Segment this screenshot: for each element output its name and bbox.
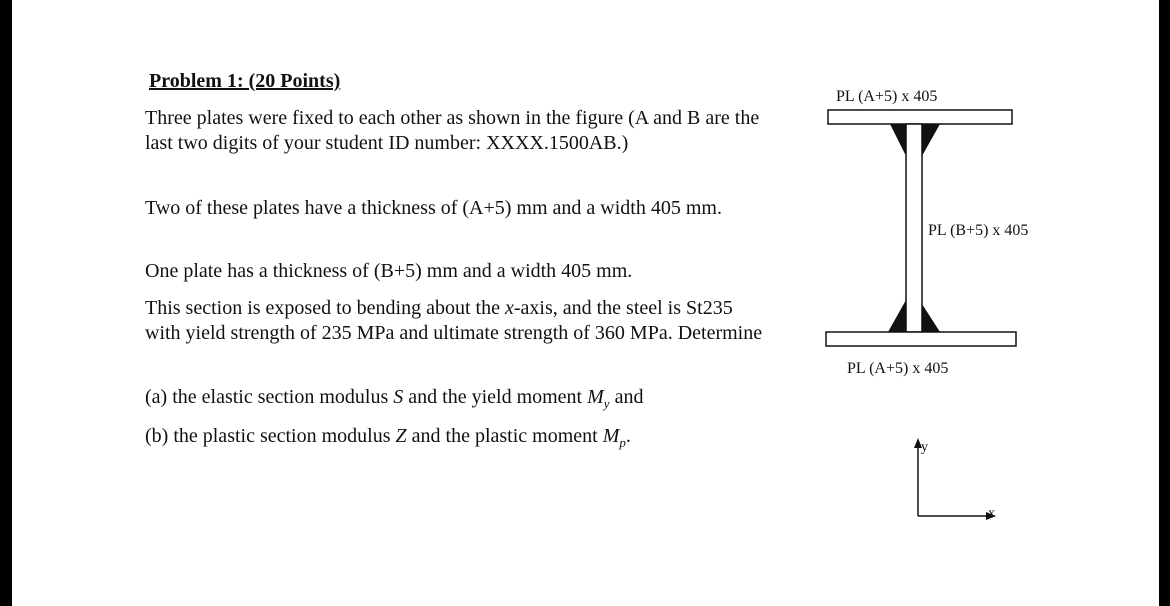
question-b-prefix: (b) the plastic section modulus <box>145 425 396 447</box>
page-edge-shadow <box>1159 0 1170 606</box>
bottom-plate-label: PL (A+5) x 405 <box>847 360 949 377</box>
question-b-suffix: . <box>625 425 631 447</box>
x-axis-label: x <box>988 506 995 521</box>
axis-variable: x <box>504 297 514 319</box>
question-a-mid: and the yield moment <box>403 386 588 408</box>
symbol-my: M <box>587 386 604 408</box>
weld-top-left <box>890 124 906 156</box>
top-flange-plate <box>828 110 1012 124</box>
document-page <box>12 0 1159 606</box>
loading-text-2: -axis, and the steel is St235 with yield strength of 235 MPa and ultimate strength of 360 MPa. Determine <box>145 297 763 344</box>
weld-bottom-right <box>922 304 940 332</box>
weld-top-right <box>922 124 940 156</box>
flange-plate-spec: Two of these plates have a thickness of (A+5) mm and a width 405 mm. <box>145 197 722 219</box>
web-plate-label: PL (B+5) x 405 <box>928 222 1029 239</box>
symbol-s: S <box>393 386 404 408</box>
problem-title: Problem 1: (20 Points) <box>149 70 341 92</box>
i-section-diagram <box>812 100 1032 350</box>
top-plate-label: PL (A+5) x 405 <box>836 88 938 105</box>
web-plate <box>906 124 922 332</box>
question-a <box>145 385 785 416</box>
question-a-prefix: (a) the elastic section modulus <box>145 386 394 408</box>
loading-text-1: This section is exposed to bending about the <box>145 297 505 319</box>
weld-bottom-left <box>888 300 906 332</box>
symbol-mp: M <box>602 425 620 447</box>
loading-and-material <box>145 296 770 346</box>
question-b <box>145 424 785 455</box>
question-b-mid: and the plastic moment <box>406 425 603 447</box>
problem-intro: Three plates were fixed to each other as shown in the figure (A and B are the last two digits of your student ID number: XXXX.1500AB.) <box>145 107 760 154</box>
coordinate-axes <box>892 436 1002 526</box>
y-axis-label: y <box>921 440 928 455</box>
web-plate-spec: One plate has a thickness of (B+5) mm and a width 405 mm. <box>145 260 633 282</box>
symbol-mp-sub: p <box>619 435 626 450</box>
symbol-z: Z <box>395 425 407 447</box>
question-a-suffix: and <box>609 386 644 408</box>
symbol-my-sub: y <box>603 396 610 411</box>
bottom-flange-plate <box>826 332 1016 346</box>
